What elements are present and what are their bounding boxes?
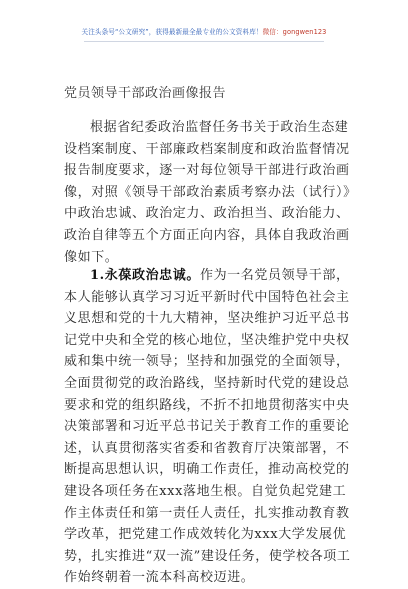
banner-wechat-text: 微信：gongwen123	[262, 28, 327, 36]
section-heading: 1.永葆政治忠诚。	[90, 268, 200, 283]
header-banner	[0, 26, 408, 36]
intro-paragraph: 根据省纪委政治监督任务书关于政治生态建设档案制度、干部廉政档案制度和政治监督情况报告制度要求，逐一对每位领导干部进行政治画像，对照《领导干部政治素质考察办法（试行）》中政治忠诚、政治定力、政治担当、政治能力、政治自律等五个方面正向内容，具体自我政治画像如下。	[64, 120, 351, 265]
banner-promo-text: 关注头条号“公文研究”，获得最新最全最专业的公文资料库！	[81, 28, 263, 36]
section-body: 作为一名党员领导干部，本人能够认真学习习近平新时代中国特色社会主义思想和党的十九大精神，坚决维护习近平总书记党中央和全党的核心地位，坚决维护党中央权威和集中统一领导；坚持和加强党的全面领导，全面贯彻党的政治路线，坚持新时代党的建设总要求和党的组织路线，不折不扣地贯彻落实中央决策部署和习近平总书记关于教育工作的重要论述，认真贯彻落实省委和省教育厅决策部署，不断提高思想认识，明确工作责任，推动高校党的建设各项任务在xxx落地生根。自觉负起党建工作主体责任和第一责任人责任，扎实推动教育教学改革，把党建工作成效转化为xxx大学发展优势，扎实推进“双一流”建设任务，使学校各项工作始终朝着一流本科高校迈进。	[64, 268, 351, 586]
banner-divider	[84, 41, 324, 42]
section-paragraph-political-loyalty	[64, 265, 354, 589]
document-title: 党员领导干部政治画像报告	[64, 86, 227, 101]
